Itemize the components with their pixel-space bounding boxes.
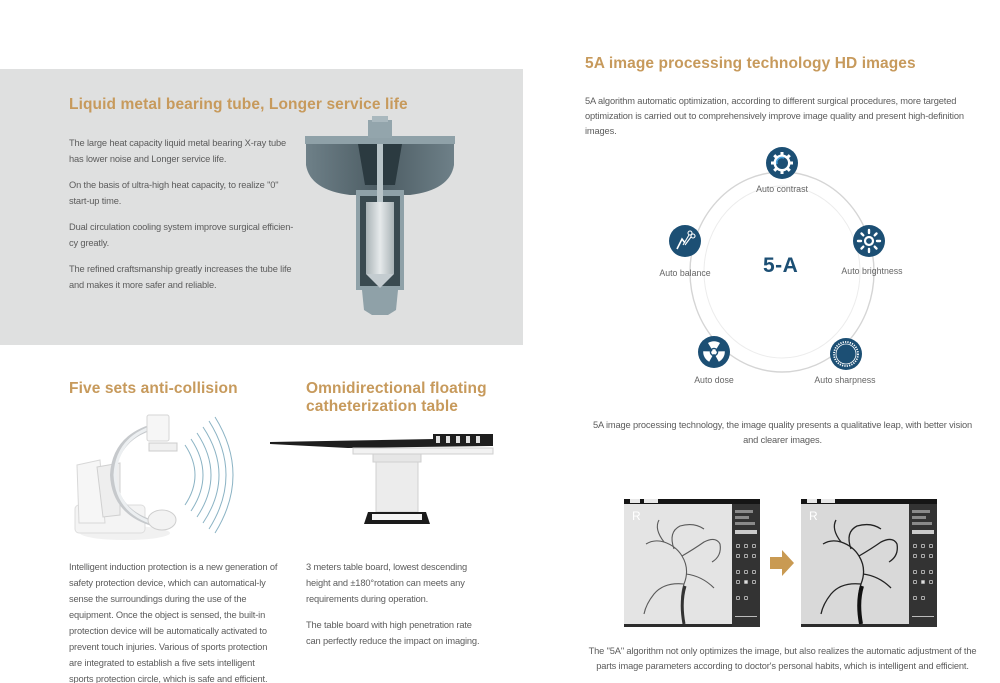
tube-paragraph: Dual circulation cooling system improve surgical efficien-cy greatly. bbox=[69, 222, 294, 248]
catheterization-table-image bbox=[268, 432, 508, 532]
table-section-text bbox=[306, 559, 481, 659]
marker-r-before: R bbox=[632, 509, 641, 523]
node-label-auto-dose: Auto dose bbox=[694, 375, 734, 385]
angiogram-before bbox=[624, 499, 760, 627]
c-arm-image bbox=[65, 405, 245, 545]
viewer-control-panel bbox=[909, 504, 937, 627]
processing-section-title: 5A image processing technology HD images bbox=[585, 55, 916, 72]
table-section-title bbox=[306, 380, 487, 416]
viewer-control-panel bbox=[732, 504, 760, 627]
contrast-gear-icon bbox=[766, 147, 798, 179]
table-paragraph: The table board with high penetration rate can perfectly reduce the impact on imaging. bbox=[306, 620, 480, 646]
node-label-auto-sharpness: Auto sharpness bbox=[814, 375, 876, 385]
node-label-auto-balance: Auto balance bbox=[659, 268, 711, 278]
tube-paragraph: On the basis of ultra-high heat capacity, to realize "0" start-up time. bbox=[69, 180, 279, 206]
sharpness-cog-icon bbox=[830, 338, 862, 370]
angiogram-after bbox=[801, 499, 937, 627]
table-title-line-2: catheterization table bbox=[306, 398, 458, 415]
node-label-auto-contrast: Auto contrast bbox=[756, 184, 808, 194]
processing-intro: 5A algorithm automatic optimization, according to different surgical procedures, more targeted optimization is carried out to comprehensively improve image quality and present high-definition images. bbox=[585, 96, 964, 136]
brightness-sun-icon bbox=[853, 225, 885, 257]
tube-section-title: Liquid metal bearing tube, Longer service life bbox=[69, 96, 408, 113]
table-paragraph: 3 meters table board, lowest descending height and ±180°rotation can meets any requirements during operation. bbox=[306, 562, 468, 604]
collision-section-title: Five sets anti-collision bbox=[69, 380, 238, 397]
table-title-line-1: Omnidirectional floating bbox=[306, 380, 487, 397]
processing-footer: The "5A" algorithm not only optimizes the image, but also realizes the automatic adjustment of the parts image parameters according to doctor's personal habits, which is intelligent and efficient. bbox=[588, 646, 977, 671]
x-ray-tube-image bbox=[300, 110, 460, 320]
collision-section-text: Intelligent induction protection is a new generation of safety protection device, which can automatical-ly sense the surroundings during the use of the equipment. Once the object is sensed, the built-in protection device will be automatically activated to prevent touch injuries. Various of sports protection are integrated to establish a five sets intelligent sports protection circle, which is safe and efficient. bbox=[69, 562, 278, 683]
radiation-icon bbox=[698, 336, 730, 368]
node-label-auto-brightness: Auto brightness bbox=[841, 266, 903, 276]
tube-paragraph: The refined craftsmanship greatly increases the tube life and makes it more safer and reliable. bbox=[69, 264, 292, 290]
tube-section-text bbox=[69, 135, 294, 303]
arrow-right-icon bbox=[770, 550, 794, 576]
processing-summary: 5A image processing technology, the image quality presents a qualitative leap, with better vision and clearer images. bbox=[592, 420, 973, 445]
tube-paragraph: The large heat capacity liquid metal bearing X-ray tube has lower noise and Longer service life. bbox=[69, 138, 287, 164]
five-a-center-label: 5-A bbox=[763, 254, 799, 277]
balance-scissors-icon bbox=[669, 225, 701, 257]
marker-r-after: R bbox=[809, 509, 818, 523]
